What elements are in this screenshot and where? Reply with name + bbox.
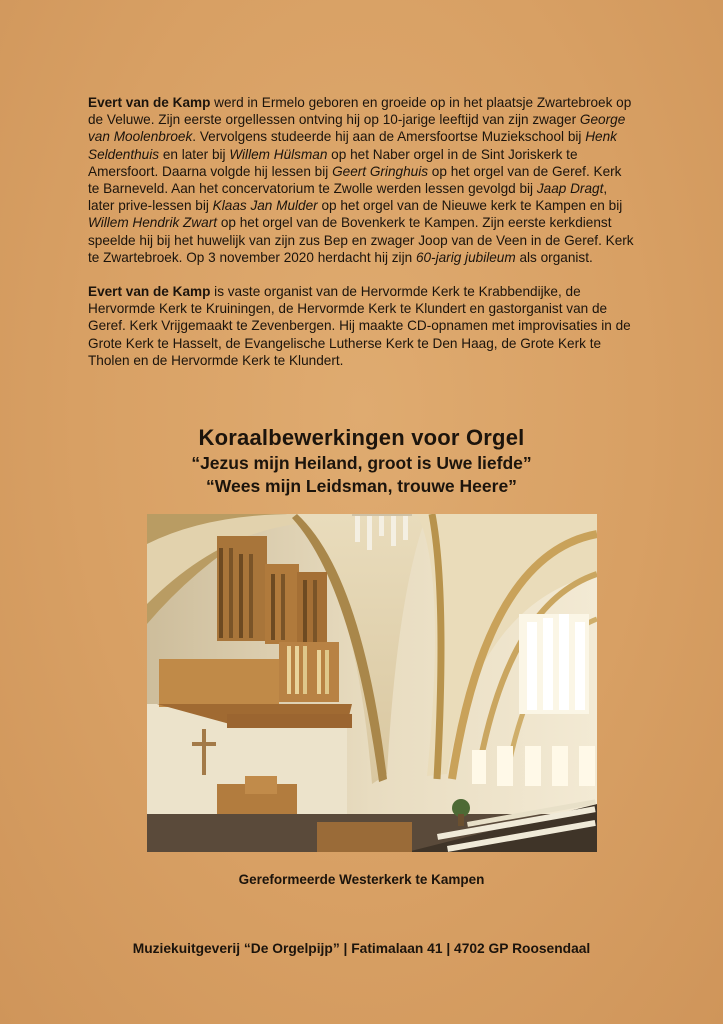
teacher-name: George van Moolenbroek (88, 112, 626, 145)
church-interior-photo (147, 514, 597, 852)
teacher-name: Jaap Dragt (536, 181, 604, 197)
bio-paragraph-2 (88, 283, 636, 369)
publisher-footer: Muziekuitgeverij “De Orgelpijp” | Fatimalaan 41 | 4702 GP Roosendaal (132, 941, 591, 956)
bio-text: op het Naber orgel in de Sint Joriskerk te Amersfoort. Daarna volgde hij lessen bij (88, 146, 578, 179)
teacher-name: Henk Seldenthuis (88, 129, 617, 162)
teacher-name: Klaas Jan Mulder (212, 198, 318, 214)
jubilee-text: 60-jarig jubileum (415, 249, 516, 265)
bio-text: als organist. (515, 249, 593, 265)
title-block (0, 424, 723, 498)
main-title: Koraalbewerkingen voor Orgel (198, 425, 525, 450)
bio-name: Evert van de Kamp (88, 95, 211, 110)
subtitle-1: “Jezus mijn Heiland, groot is Uwe liefde” (191, 453, 532, 473)
teacher-name: Geert Gringhuis (332, 163, 429, 179)
bio-text: , later prive-lessen bij (88, 181, 608, 214)
teacher-name: Willem Hülsman (229, 146, 328, 162)
church-interior-illustration (147, 514, 597, 852)
bio-text: op het orgel van de Nieuwe kerk te Kampen en bij (317, 198, 623, 214)
biography (88, 94, 636, 386)
bio-paragraph-1 (88, 94, 636, 266)
bio-text: is vaste organist van de Hervormde Kerk te Krabbendijke, de Hervormde Kerk te Kruiningen, de Hervormde Kerk te Klundert en gastorganist van de Geref. Kerk Vrijgemaakt te Zevenbergen. Hij maakte CD-opnamen met improvisaties in de Grote Kerk te Hasselt, de Evangelische Lutherse Kerk te Den Haag, de Grote Kerk te Tholen en de Hervormde Kerk te Klundert. (88, 284, 631, 368)
bio-text: werd in Ermelo geboren en groeide op in het plaatsje Zwartebroek op de Veluwe. Zijn eerste orgellessen ontving hij op 10-jarige leeftijd van zijn zwager (88, 95, 632, 128)
teacher-name: Willem Hendrik Zwart (88, 215, 218, 231)
bio-text: op het orgel van de Geref. Kerk te Barneveld. Aan het concervatorium te Zwolle werden lessen gevolgd bij (88, 163, 622, 197)
bio-name: Evert van de Kamp (88, 284, 211, 300)
bio-text: . Vervolgens studeerde hij aan de Amersfoortse Muziekschool bij (192, 129, 586, 145)
subtitle-2: “Wees mijn Leidsman, trouwe Heere” (206, 476, 517, 496)
bio-text: en later bij (159, 146, 230, 162)
bio-text: op het orgel van de Bovenkerk te Kampen. Zijn eerste kerkdienst speelde hij bij het huwelijk van zijn zus Bep en zwager Joop van de Veen in de Geref. Kerk te Zwartebroek. Op 3 november 2020 herdacht hij zijn (88, 215, 634, 265)
photo-caption: Gereformeerde Westerkerk te Kampen (238, 872, 485, 887)
